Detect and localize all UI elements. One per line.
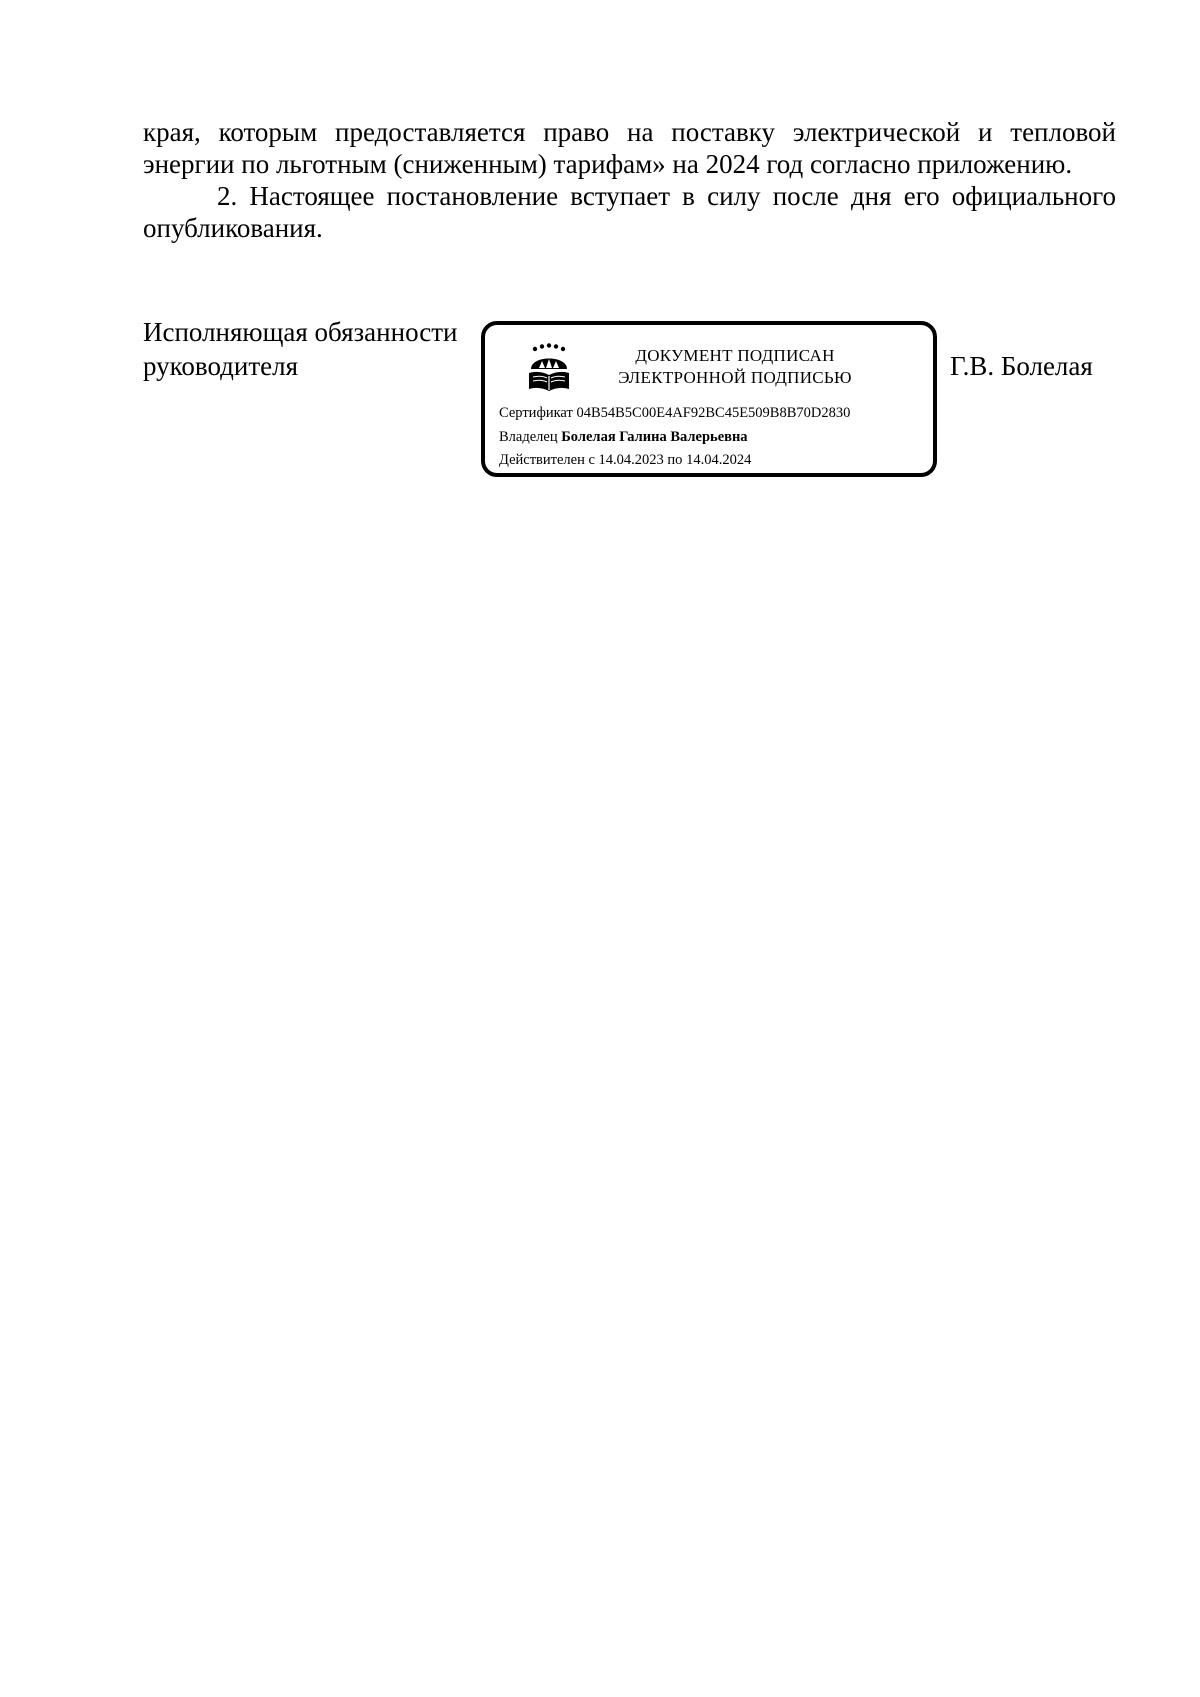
paragraph-2-line-1: 2. Настоящее постановление вступает в силу после дня его официального xyxy=(217,181,1116,211)
signatory-name: Г.В. Болелая xyxy=(950,351,1093,381)
owner-value: Болелая Галина Валерьевна xyxy=(561,429,748,445)
paragraph-2 xyxy=(143,180,1116,244)
stamp-title-line-2: ЭЛЕКТРОННОЙ ПОДПИСЬЮ xyxy=(618,368,852,387)
regional-coat-of-arms-icon xyxy=(525,343,573,395)
owner-row xyxy=(499,428,748,446)
signatory-position xyxy=(143,315,457,383)
certificate-row xyxy=(499,404,850,422)
document-body xyxy=(143,116,1116,244)
certificate-label: Сертификат xyxy=(499,405,573,421)
signatory-position-line-1: Исполняющая обязанности xyxy=(143,317,458,347)
validity-row xyxy=(499,451,751,469)
paragraph-2-line-2: опубликования. xyxy=(143,213,323,243)
valid-label: Действителен xyxy=(499,452,585,468)
paragraph-1 xyxy=(143,116,1116,180)
paragraph-1-line-2: энергии по льготным (сниженным) тарифам» на 2024 год согласно приложению. xyxy=(143,149,1073,179)
certificate-value: 04B54B5C00E4AF92BC45E509B8B70D2830 xyxy=(576,405,851,421)
valid-from-date: 14.04.2023 xyxy=(598,452,664,468)
owner-label: Владелец xyxy=(499,429,558,445)
paragraph-1-line-1: края, которым предоставляется право на поставку электрической и тепловой xyxy=(143,117,1116,147)
stamp-title-line-1: ДОКУМЕНТ ПОДПИСАН xyxy=(635,346,835,365)
electronic-signature-stamp xyxy=(481,321,937,477)
stamp-title xyxy=(585,345,885,389)
valid-to-label: по xyxy=(667,452,683,468)
valid-from-label: с xyxy=(588,452,595,468)
valid-to-date: 14.04.2024 xyxy=(686,452,752,468)
signatory-position-line-2: руководителя xyxy=(143,351,299,381)
